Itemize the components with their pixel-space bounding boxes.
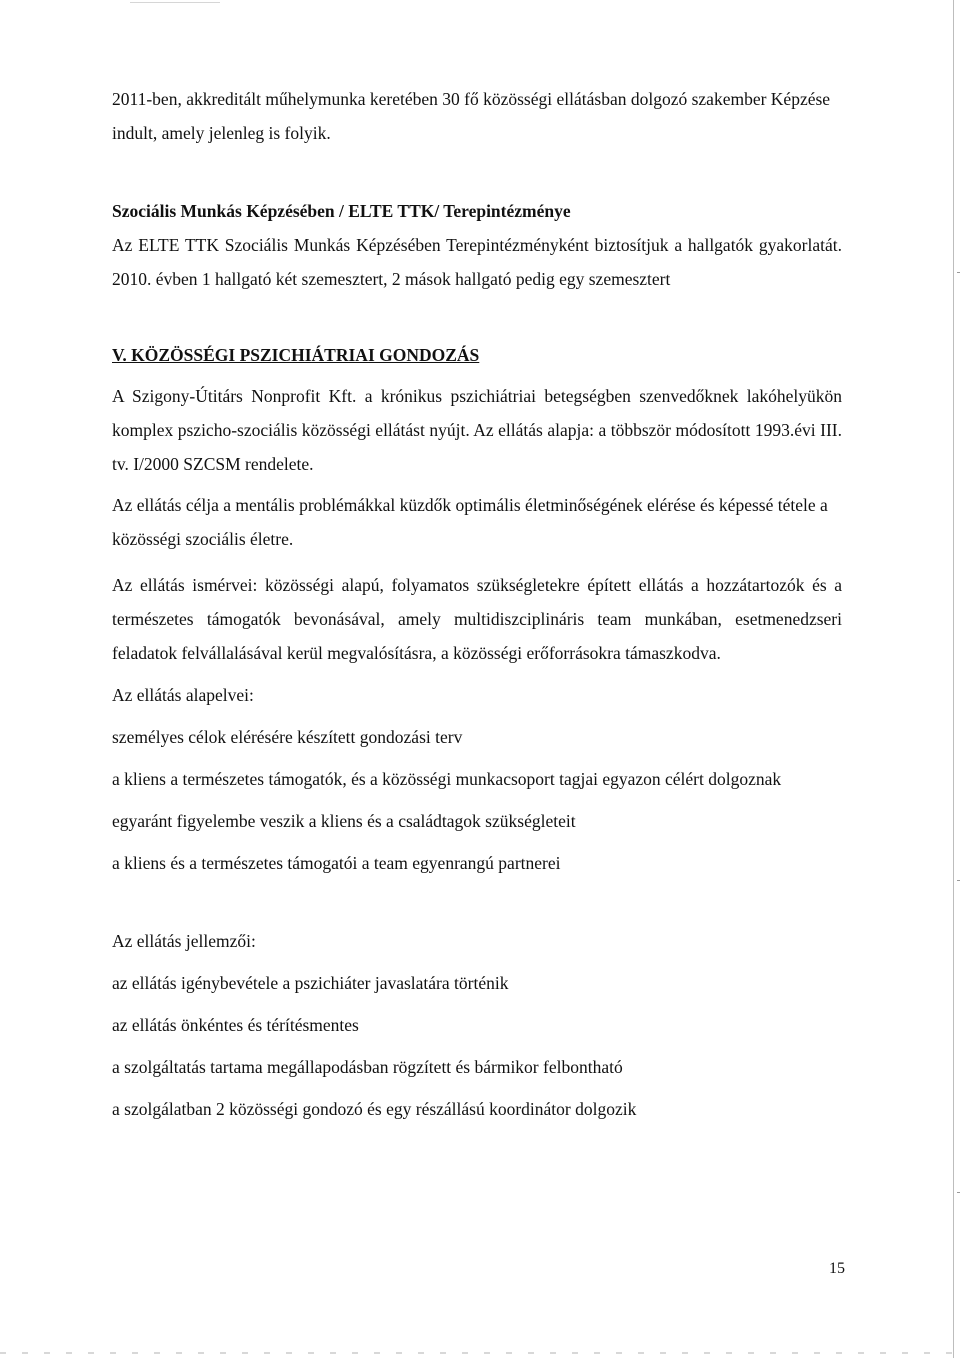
- section-heading-v: V. KÖZÖSSÉGI PSZICHIÁTRIAI GONDOZÁS: [112, 345, 480, 365]
- paragraph-service-goal: Az ellátás célja a mentális problémákkal küzdők optimális életminőségének elérése és képessé tétele a közösségi szociális életre.: [112, 495, 828, 549]
- paragraph-service-features: Az ellátás ismérvei: közösségi alapú, folyamatos szükségletekre épített ellátás a hozzátartozók és a természetes támogatók bevonásával, amely multidiszciplináris team munkában, esetmenedzseri feladatok felvállalásával kerül megvalósításra, a közösségi erőforrásokra támaszkodva.: [112, 575, 842, 663]
- document-body: [112, 82, 842, 1126]
- characteristic-item: a szolgáltatás tartama megállapodásban rögzített és bármikor felbontható: [112, 1057, 623, 1077]
- page-number: 15: [829, 1260, 845, 1277]
- principle-item: egyaránt figyelembe veszik a kliens és a családtagok szükségleteit: [112, 811, 576, 831]
- characteristic-item: az ellátás önkéntes és térítésmentes: [112, 1015, 359, 1035]
- characteristic-item: a szolgálatban 2 közösségi gondozó és egy részállású koordinátor dolgozik: [112, 1099, 637, 1119]
- scan-artifact-top: [130, 2, 220, 3]
- page-edge-line: [953, 0, 954, 1358]
- principle-item: személyes célok elérésére készített gondozási terv: [112, 727, 463, 747]
- principles-heading: Az ellátás alapelvei:: [112, 685, 254, 705]
- paragraph-elte-internship: Az ELTE TTK Szociális Munkás Képzésében Terepintézményként biztosítjuk a hallgatók gyakorlatát. 2010. évben 1 hallgató két szemesztert, 2 mások hallgató pedig egy szemesztert: [112, 235, 842, 289]
- paragraph-service-intro: A Szigony-Útitárs Nonprofit Kft. a krónikus pszichiátriai betegségben szenvedőknek lakóhelyükön komplex pszicho-szociális közösségi ellátást nyújt. Az ellátás alapja: a többször módosított 1993.évi III. tv. I/2000 SZCSM rendelete.: [112, 386, 842, 474]
- principle-item: a kliens a természetes támogatók, és a közösségi munkacsoport tagjai egyazon célért dolgoznak: [112, 769, 782, 789]
- paragraph-workshop-training: 2011-ben, akkreditált műhelymunka keretében 30 fő közösségi ellátásban dolgozó szakember Képzése indult, amely jelenleg is folyik.: [112, 89, 831, 143]
- principle-item: a kliens és a természetes támogatói a team egyenrangú partnerei: [112, 853, 561, 873]
- characteristic-item: az ellátás igénybevétele a pszichiáter javaslatára történik: [112, 973, 509, 993]
- scan-artifact-bottom: [0, 1352, 960, 1354]
- subheading-field-institution: Szociális Munkás Képzésében / ELTE TTK/ Terepintézménye: [112, 201, 571, 221]
- characteristics-heading: Az ellátás jellemzői:: [112, 931, 256, 951]
